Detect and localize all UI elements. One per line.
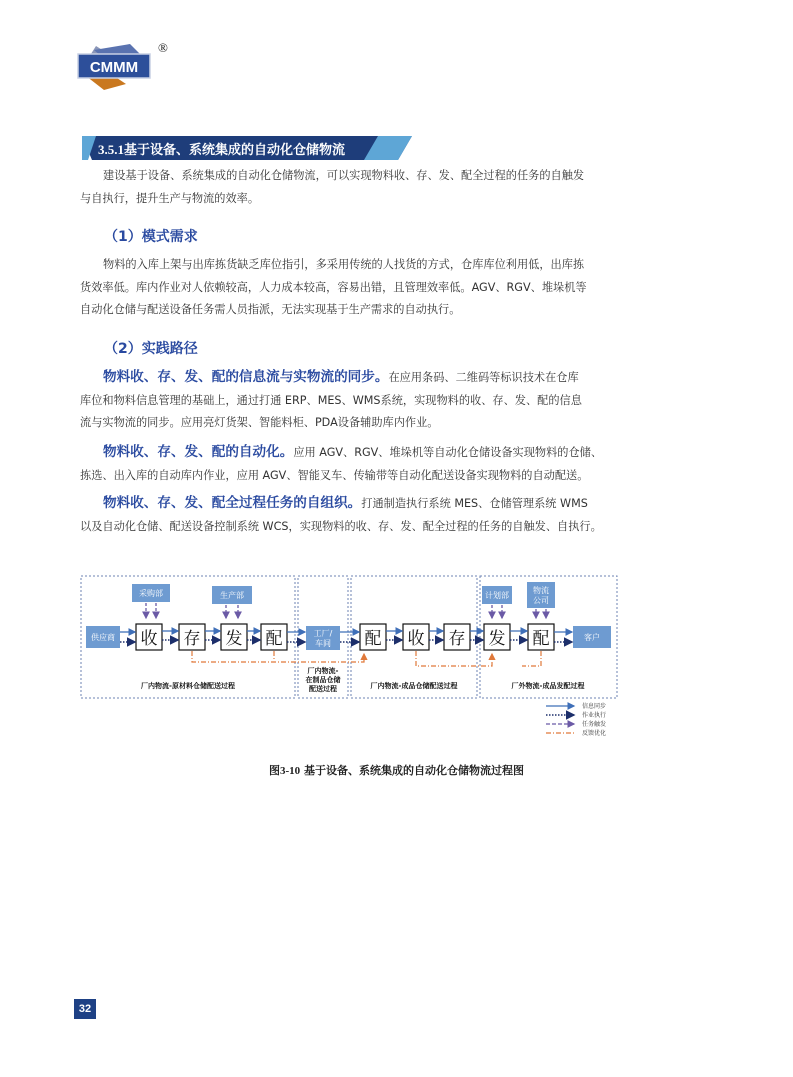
practice-paragraph-1 (80, 366, 636, 435)
stage3-store-label: 存 (448, 629, 466, 649)
stage4-deliver-label: 配 (532, 629, 550, 649)
practice-1-line-3: 流与实物流的同步。应用亮灯货架、智能料柜、PDA设备辅助库内作业。 (80, 416, 439, 429)
supplier-label: 供应商 (91, 633, 115, 642)
subheading-demand: （1）模式需求 (104, 229, 198, 245)
page-number: 32 (74, 999, 96, 1019)
legend-execution: 作业执行 (582, 712, 607, 719)
stage1-store-label: 存 (183, 629, 201, 649)
practice-1-line-1: 在应用条码、二维码等标识技术在仓库 (388, 371, 579, 384)
practice-paragraph-2 (80, 441, 636, 487)
stage2-caption-1: 厂内物流- (307, 667, 339, 675)
legend-feedback: 反馈优化 (582, 730, 607, 737)
practice-paragraph-3 (80, 492, 636, 538)
stage1-issue-label: 发 (225, 629, 243, 649)
stage1-caption: 厂内物流-原材料仓储配送过程 (141, 682, 235, 690)
purchase-dept-label: 采购部 (139, 589, 163, 598)
stage1-deliver-label: 配 (265, 629, 283, 649)
practice-lead-1: 物料收、存、发、配的信息流与实物流的同步。 (103, 369, 389, 385)
section-title-text: 基于设备、系统集成的自动化仓储物流 (124, 142, 346, 157)
legend-info-sync: 信息同步 (582, 703, 607, 710)
workshop-label-2: 车间 (315, 639, 331, 648)
subheading-practice: （2）实践路径 (104, 341, 198, 357)
logistics-label-2: 公司 (533, 596, 549, 605)
practice-2-line-2: 拣选、出入库的自动库内作业，应用 AGV、智能叉车、传输带等自动化配送设备实现物料的自动配送。 (80, 468, 589, 482)
stage1-receive-label: 收 (140, 629, 158, 649)
logo-text: CMMM (89, 59, 139, 76)
demand-paragraph (80, 254, 636, 322)
figure-caption-text: 基于设备、系统集成的自动化仓储物流过程图 (304, 764, 524, 777)
intro-paragraph (80, 165, 636, 210)
stage2-caption-3: 配送过程 (309, 685, 337, 693)
practice-lead-2: 物料收、存、发、配的自动化。 (103, 444, 294, 460)
logistics-label-1: 物流 (533, 586, 549, 595)
demand-line-3: 自动化仓储与配送设备任务需人员指派，无法实现基于生产需求的自动执行。 (80, 303, 461, 316)
stage3-deliver-label: 配 (364, 629, 382, 649)
cmmm-logo (74, 40, 174, 92)
stage4-issue-label: 发 (488, 629, 506, 649)
section-title (98, 139, 345, 158)
legend-trigger: 任务触发 (582, 721, 607, 728)
stage3-receive-label: 收 (407, 629, 425, 649)
planning-dept-label: 计划部 (485, 591, 509, 600)
intro-line-2: 与自执行，提升生产与物流的效率。 (80, 191, 260, 205)
intro-line-1: 建设基于设备、系统集成的自动化仓储物流，可以实现物料收、存、发、配全过程的任务的自触发 (103, 169, 585, 182)
legend (546, 702, 606, 737)
section-number: 3.5.1 (98, 142, 124, 157)
production-dept-label: 生产部 (220, 591, 244, 600)
practice-1-line-2: 库位和物料信息管理的基础上，通过打通 ERP、MES、WMS系统，实现物料的收、存、发、配的信息 (80, 393, 582, 407)
workshop-label-1: 工厂/ (313, 629, 333, 638)
registered-mark: ® (158, 40, 168, 55)
stage2-caption-2: 在制品仓储 (305, 676, 341, 684)
demand-line-2: 货效率低。库内作业对人依赖较高，人力成本较高，容易出错，且管理效率低。AGV、RGV、堆垛机等 (80, 280, 587, 294)
figure-number: 图3-10 (268, 765, 301, 777)
practice-3-line-2: 以及自动化仓储、配送设备控制系统 WCS，实现物料的收、存、发、配全过程的任务的自触发、自执行。 (80, 519, 602, 533)
practice-lead-3: 物料收、存、发、配全过程任务的自组织。 (103, 495, 362, 511)
warehouse-flow-diagram (80, 574, 625, 746)
stage3-caption: 厂内物流-成品仓储配送过程 (370, 682, 458, 690)
practice-3-line-1: 打通制造执行系统 MES、仓储管理系统 WMS (361, 497, 588, 510)
demand-line-1: 物料的入库上架与出库拣货缺乏库位指引，多采用传统的人找货的方式，仓库库位利用低，出库拣 (103, 258, 585, 271)
feedback-lines (192, 651, 541, 666)
figure-caption (0, 762, 793, 778)
stage4-caption: 厂外物流-成品发配过程 (511, 682, 585, 690)
customer-label: 客户 (584, 633, 600, 642)
practice-2-line-1: 应用 AGV、RGV、堆垛机等自动化仓储设备实现物料的仓储、 (293, 446, 603, 459)
